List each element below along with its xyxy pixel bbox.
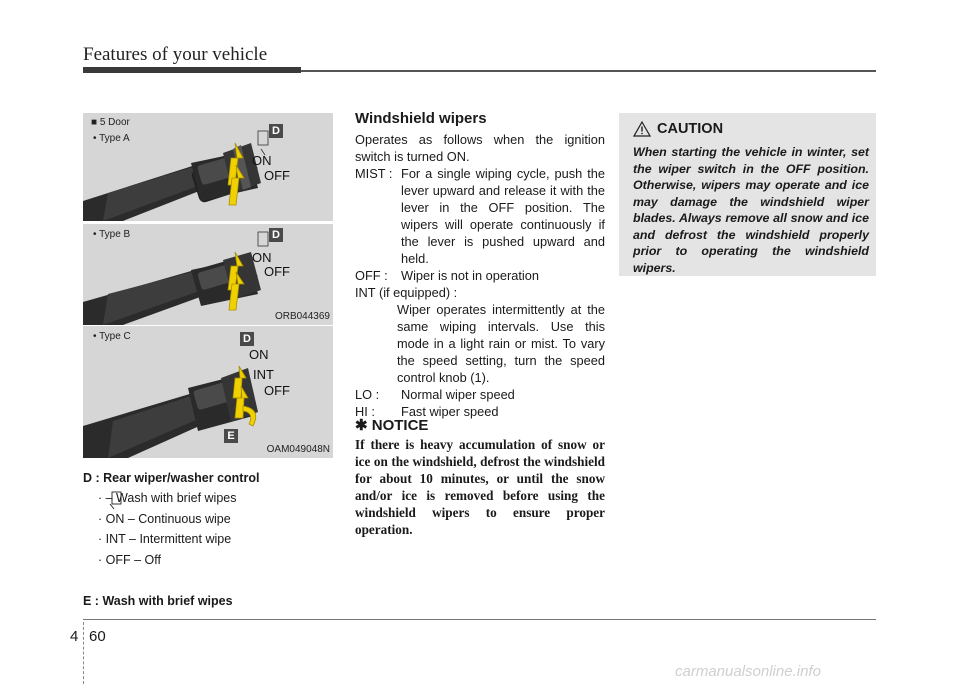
figure-type-b (83, 224, 333, 325)
callout-off: OFF (264, 168, 290, 183)
callout-on: ON (252, 153, 272, 168)
notice-body: If there is heavy accumulation of snow or ice on the windshield, defrost the windshield for about 10 minutes, or until the snow and/or ice is removed before using the windshield wipers to ensure proper operation. (355, 437, 605, 537)
watermark: carmanualsonline.info (675, 663, 821, 680)
section-heading-wipers: Windshield wipers (355, 110, 487, 127)
figure-code-ab: ORB044369 (274, 311, 330, 322)
chapter-number: 4 (70, 628, 79, 645)
mode-term: HI : (355, 404, 375, 419)
mode-mist (355, 165, 605, 267)
callout-on-b: ON (252, 250, 272, 265)
callout-on-c: ON (249, 347, 269, 362)
footer-rule (83, 619, 876, 620)
wiper-modes-list (355, 165, 605, 420)
mode-int-desc: Wiper operates intermittently at the same wiping intervals. Use this mode in a light rain or mist. To vary the speed setting, turn the speed control knob (1). (397, 302, 605, 385)
callout-d-tag-c: D (240, 332, 254, 346)
notice-title: ✱ NOTICE (355, 417, 429, 434)
header-bar-accent (83, 67, 301, 73)
legend-e-title: E : Wash with brief wipes (83, 594, 233, 608)
page-number: 60 (89, 628, 106, 645)
header-rule (301, 70, 876, 72)
callout-e-tag: E (224, 429, 238, 443)
caution-body: When starting the vehicle in winter, set the wiper switch in the OFF position. Otherwise, wipers may operate and ice may damage the windshield wiper blades. Always remove all snow and ice and defrost the windshield properly prior to operating the windshield wipers. (633, 145, 869, 275)
callout-d-tag-b: D (269, 228, 283, 242)
legend-item-wash: · – Wash with brief wipes (98, 491, 237, 505)
mode-desc: Wiper is not in operation (401, 268, 539, 283)
legend-item-off: · OFF – Off (98, 553, 161, 567)
warning-triangle-icon (633, 121, 651, 137)
mode-desc: Fast wiper speed (401, 404, 499, 419)
footer-divider (83, 622, 84, 684)
mode-int (355, 284, 605, 301)
callout-int-c: INT (253, 367, 274, 382)
type-b-label: • Type B (93, 229, 131, 240)
caution-header (633, 121, 723, 137)
callout-d-tag: D (269, 124, 283, 138)
caution-box (619, 113, 876, 276)
type-a-label: • Type A (93, 133, 130, 144)
caution-title: CAUTION (657, 121, 724, 137)
figure-code-c: OAM049048N (266, 444, 330, 455)
mode-term: LO : (355, 387, 380, 402)
mode-desc: For a single wiping cycle, push the lever upward and release it with the lever in the OFF position. The wipers will operate continuously if the lever is pushed upward and held. (401, 166, 605, 266)
figure-type-c (83, 326, 333, 458)
type-c-label: • Type C (93, 331, 131, 342)
mode-term: INT (if equipped) : (355, 285, 458, 300)
mode-lo (355, 386, 605, 403)
wipers-intro: Operates as follows when the ignition switch is turned ON. (355, 132, 605, 164)
callout-off-b: OFF (264, 264, 290, 279)
figure-type-a (83, 113, 333, 221)
callout-off-c: OFF (264, 383, 290, 398)
legend-item-on: · ON – Continuous wipe (98, 512, 231, 526)
legend-d-title: D : Rear wiper/washer control (83, 471, 260, 485)
figure-variant-label: ■ 5 Door (91, 117, 130, 128)
washer-icon (108, 490, 124, 510)
mode-off (355, 267, 605, 284)
mode-term: OFF : (355, 268, 388, 283)
mode-term: MIST : (355, 166, 393, 181)
legend-item-int: · INT – Intermittent wipe (98, 532, 232, 546)
wiper-lever-illustration-a (83, 113, 333, 221)
mode-desc: Normal wiper speed (401, 387, 515, 402)
wiper-lever-illustration-c (83, 326, 333, 458)
page-header-title: Features of your vehicle (83, 44, 268, 65)
